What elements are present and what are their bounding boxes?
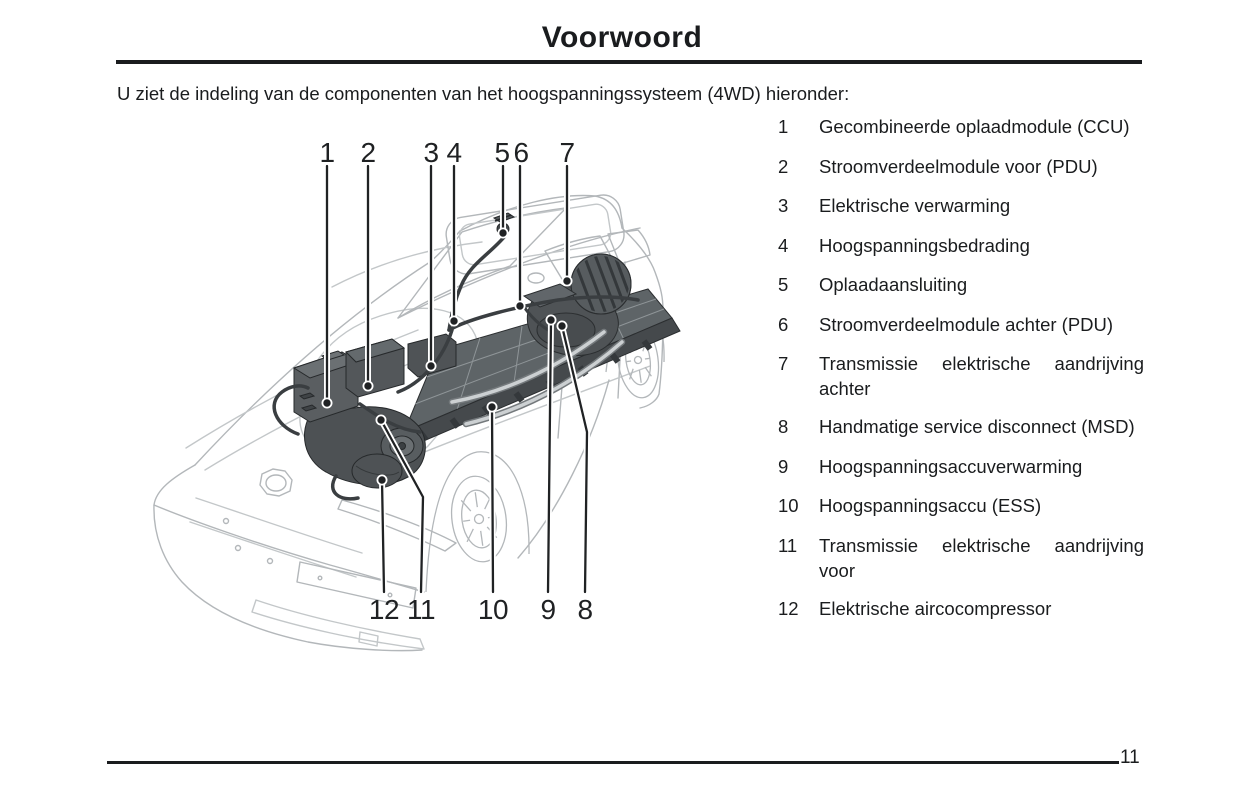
legend-item-label: Hoogspanningsaccu (ESS) bbox=[819, 495, 1042, 517]
legend-item bbox=[778, 596, 1144, 636]
legend-item-number: 11 bbox=[778, 534, 798, 556]
legend-item-number: 7 bbox=[778, 353, 789, 374]
legend-item-label: Gecombineerde oplaadmodule (CCU) bbox=[819, 116, 1130, 137]
legend-item bbox=[778, 454, 1144, 494]
legend-item bbox=[778, 154, 1144, 194]
callout-number-3: 3 bbox=[423, 137, 439, 168]
callout-number-7: 7 bbox=[559, 137, 575, 168]
front-wheel bbox=[426, 452, 529, 592]
legend-item bbox=[778, 493, 1144, 533]
callout-number-11: 11 bbox=[406, 594, 436, 625]
legend-item-number: 8 bbox=[778, 416, 789, 438]
legend-item-number: 1 bbox=[778, 116, 789, 137]
legend-item-label: Elektrische verwarming bbox=[819, 195, 1011, 216]
callout-number-10: 10 bbox=[477, 594, 509, 625]
legend-item bbox=[778, 414, 1144, 454]
page-number: 11 bbox=[1120, 747, 1140, 768]
legend-item-label: Hoogspanningsaccuverwarming bbox=[819, 455, 1083, 477]
legend-item-number: 10 bbox=[778, 495, 799, 517]
legend-item bbox=[778, 193, 1144, 233]
legend-item-label: Oplaadaansluiting bbox=[819, 274, 968, 295]
legend-item-label: Hoogspanningsbedrading bbox=[819, 234, 1030, 256]
legend-item-number: 4 bbox=[778, 234, 789, 256]
callout-number-6: 6 bbox=[513, 137, 529, 168]
legend-item-label: Transmissie elektrische aandrijving voor bbox=[819, 534, 1144, 581]
callout-number-8: 8 bbox=[577, 594, 593, 625]
component-legend bbox=[778, 114, 1144, 635]
page-title: Voorwoord bbox=[541, 21, 703, 54]
legend-item-label: Elektrische aircocompressor bbox=[819, 597, 1052, 619]
legend-item-label: Stroomverdeelmodule voor (PDU) bbox=[819, 155, 1098, 177]
callout-line-10 bbox=[492, 407, 493, 592]
callout-number-12: 12 bbox=[368, 594, 400, 625]
legend-item bbox=[778, 272, 1144, 312]
legend-item-number: 12 bbox=[778, 597, 799, 619]
callout-number-9: 9 bbox=[540, 594, 556, 625]
legend-item bbox=[778, 114, 1144, 154]
callout-number-4: 4 bbox=[446, 137, 462, 168]
callout-number-1: 1 bbox=[319, 137, 335, 168]
footer-rule bbox=[107, 761, 1119, 764]
callout-number-5: 5 bbox=[494, 137, 510, 168]
legend-item bbox=[778, 233, 1144, 273]
legend-item bbox=[778, 533, 1144, 596]
legend-item-label: Handmatige service disconnect (MSD) bbox=[819, 416, 1135, 438]
legend-item-label: Transmissie elektrische aandrijving achter bbox=[819, 353, 1144, 399]
legend-item-label: Stroomverdeelmodule achter (PDU) bbox=[819, 313, 1114, 335]
legend-item-number: 9 bbox=[778, 455, 789, 477]
legend-item-number: 6 bbox=[778, 313, 789, 335]
legend-item bbox=[778, 351, 1144, 414]
mg-badge-icon bbox=[260, 469, 292, 496]
legend-item bbox=[778, 312, 1144, 352]
legend-item-number: 5 bbox=[778, 274, 789, 295]
intro-text: U ziet de indeling van de componenten van het hoogspanningssysteem (4WD) hieronder: bbox=[117, 83, 850, 104]
legend-item-number: 2 bbox=[778, 155, 789, 177]
callout-number-2: 2 bbox=[360, 137, 376, 168]
legend-item-number: 3 bbox=[778, 195, 789, 216]
